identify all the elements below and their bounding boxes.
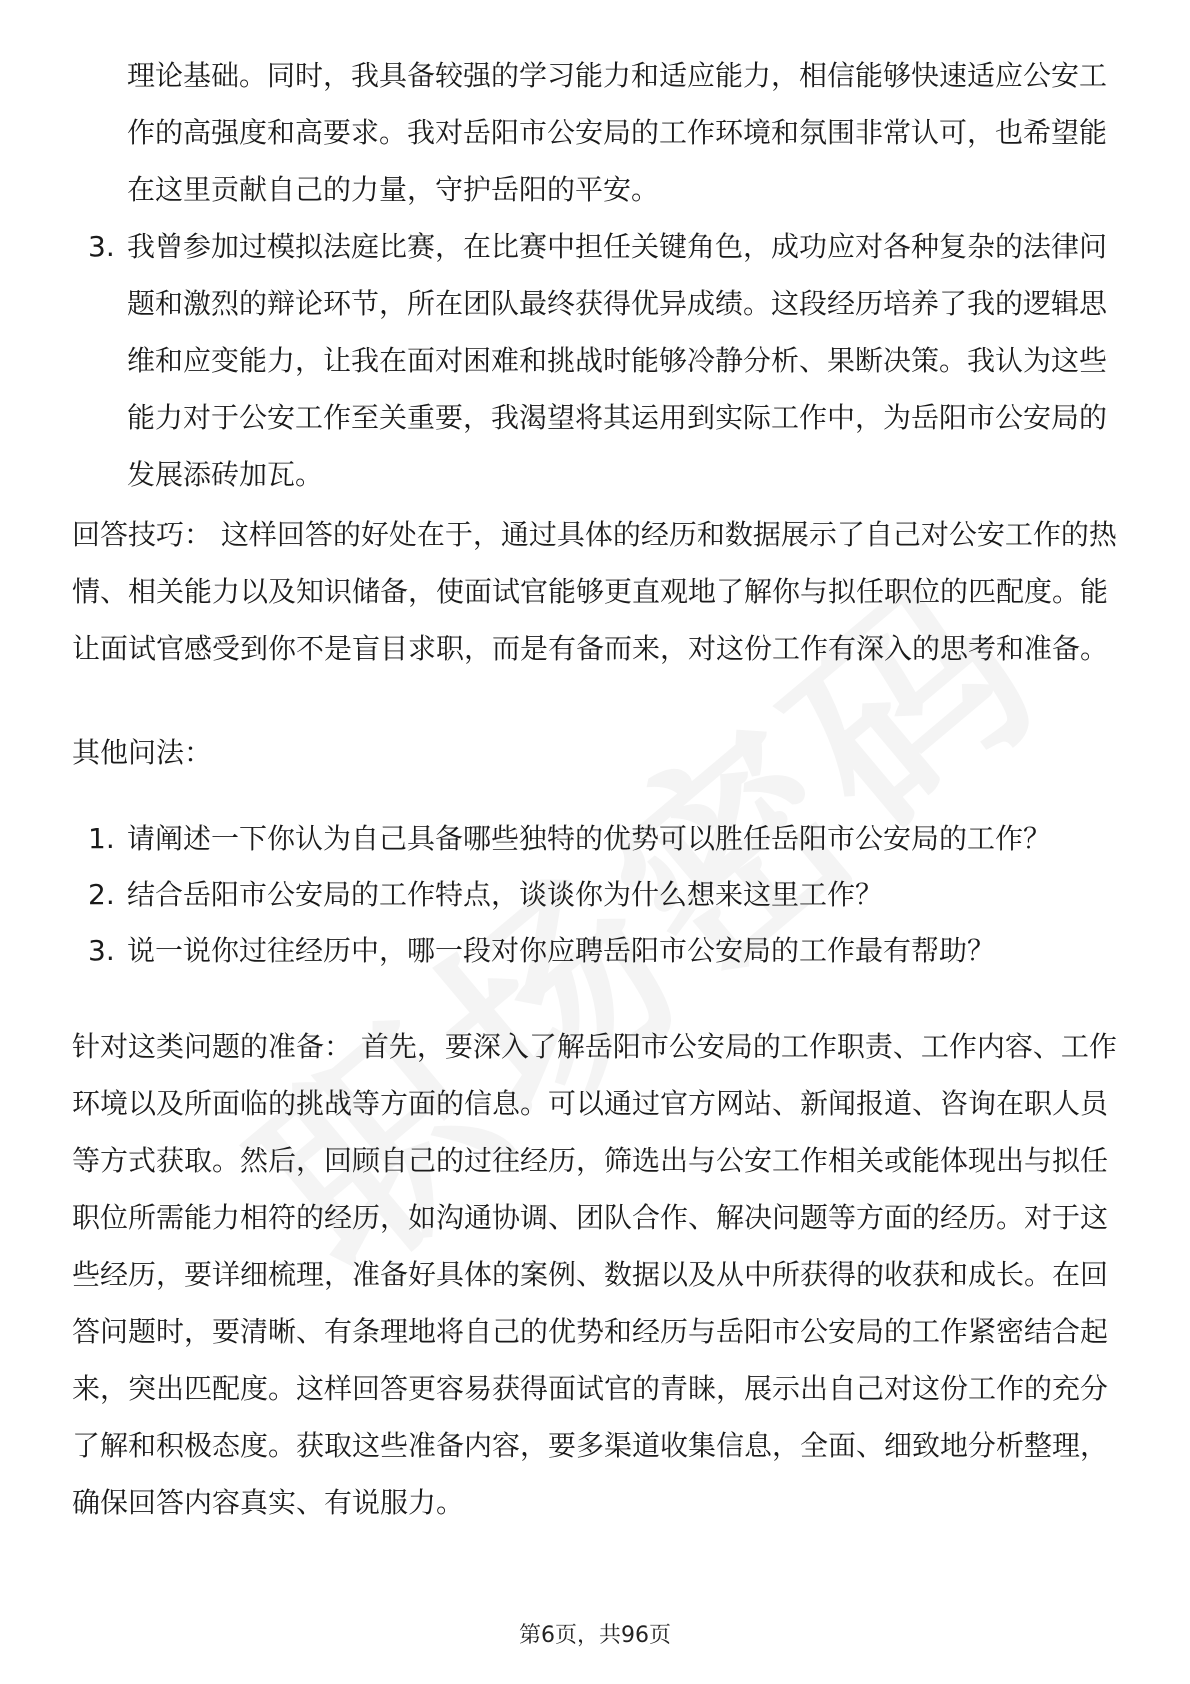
- list-text: 说一说你过往经历中，哪一段对你应聘岳阳市公安局的工作最有帮助？: [127, 934, 996, 967]
- list-text: 我曾参加过模拟法庭比赛，在比赛中担任关键角色，成功应对各种复杂的法律问题和激烈的辩论环节，所在团队最终获得优异成绩。这段经历培养了我的逻辑思维和应变能力，让我在面对困难和挑战时能够冷静分析、果断决策。我认为这些能力对于公安工作至关重要，我渴望将其运用到实际工作中，为岳阳市公安局的发展添砖加瓦。: [127, 230, 1108, 491]
- list-number: 1.: [88, 822, 115, 855]
- intro-continuation: 理论基础。同时，我具备较强的学习能力和适应能力，相信能够快速适应公安工作的高强度和高要求。我对岳阳市公安局的工作环境和氛围非常认可，也希望能在这里贡献自己的力量，守护岳阳的平安。: [127, 59, 1108, 206]
- list-item: [0, 875, 1190, 931]
- page-footer: 第6页，共96页: [519, 1623, 671, 1648]
- list-number: 3.: [88, 934, 115, 967]
- list-item: [0, 819, 1190, 875]
- list-item: [0, 931, 1190, 987]
- list-text: 结合岳阳市公安局的工作特点，谈谈你为什么想来这里工作？: [127, 878, 884, 911]
- list-number: 2.: [88, 878, 115, 911]
- other-questions-heading: 其他问法：: [72, 736, 213, 769]
- other-questions-list: [0, 819, 1190, 987]
- preparation-advice: 针对这类问题的准备： 首先，要深入了解岳阳市公安局的工作职责、工作内容、工作环境以及所面临的挑战等方面的信息。可以通过官方网站、新闻报道、咨询在职人员等方式获取。然后，回顾自己的过往经历，筛选出与公安工作相关或能体现出与拟任职位所需能力相符的经历，如沟通协调、团队合作、解决问题等方面的经历。对于这些经历，要详细梳理，准备好具体的案例、数据以及从中所获得的收获和成长。在回答问题时，要清晰、有条理地将自己的优势和经历与岳阳市公安局的工作紧密结合起来，突出匹配度。这样回答更容易获得面试官的青睐，展示出自己对这份工作的充分了解和积极态度。获取这些准备内容，要多渠道收集信息，全面、细致地分析整理，确保回答内容真实、有说服力。: [72, 1030, 1117, 1519]
- answer-tips: 回答技巧： 这样回答的好处在于，通过具体的经历和数据展示了自己对公安工作的热情、相关能力以及知识储备，使面试官能够更直观地了解你与拟任职位的匹配度。能让面试官感受到你不是盲目求职，而是有备而来，对这份工作有深入的思考和准备。: [72, 518, 1117, 665]
- list-number: 3.: [88, 230, 115, 263]
- list-text: 请阐述一下你认为自己具备哪些独特的优势可以胜任岳阳市公安局的工作？: [127, 822, 1052, 855]
